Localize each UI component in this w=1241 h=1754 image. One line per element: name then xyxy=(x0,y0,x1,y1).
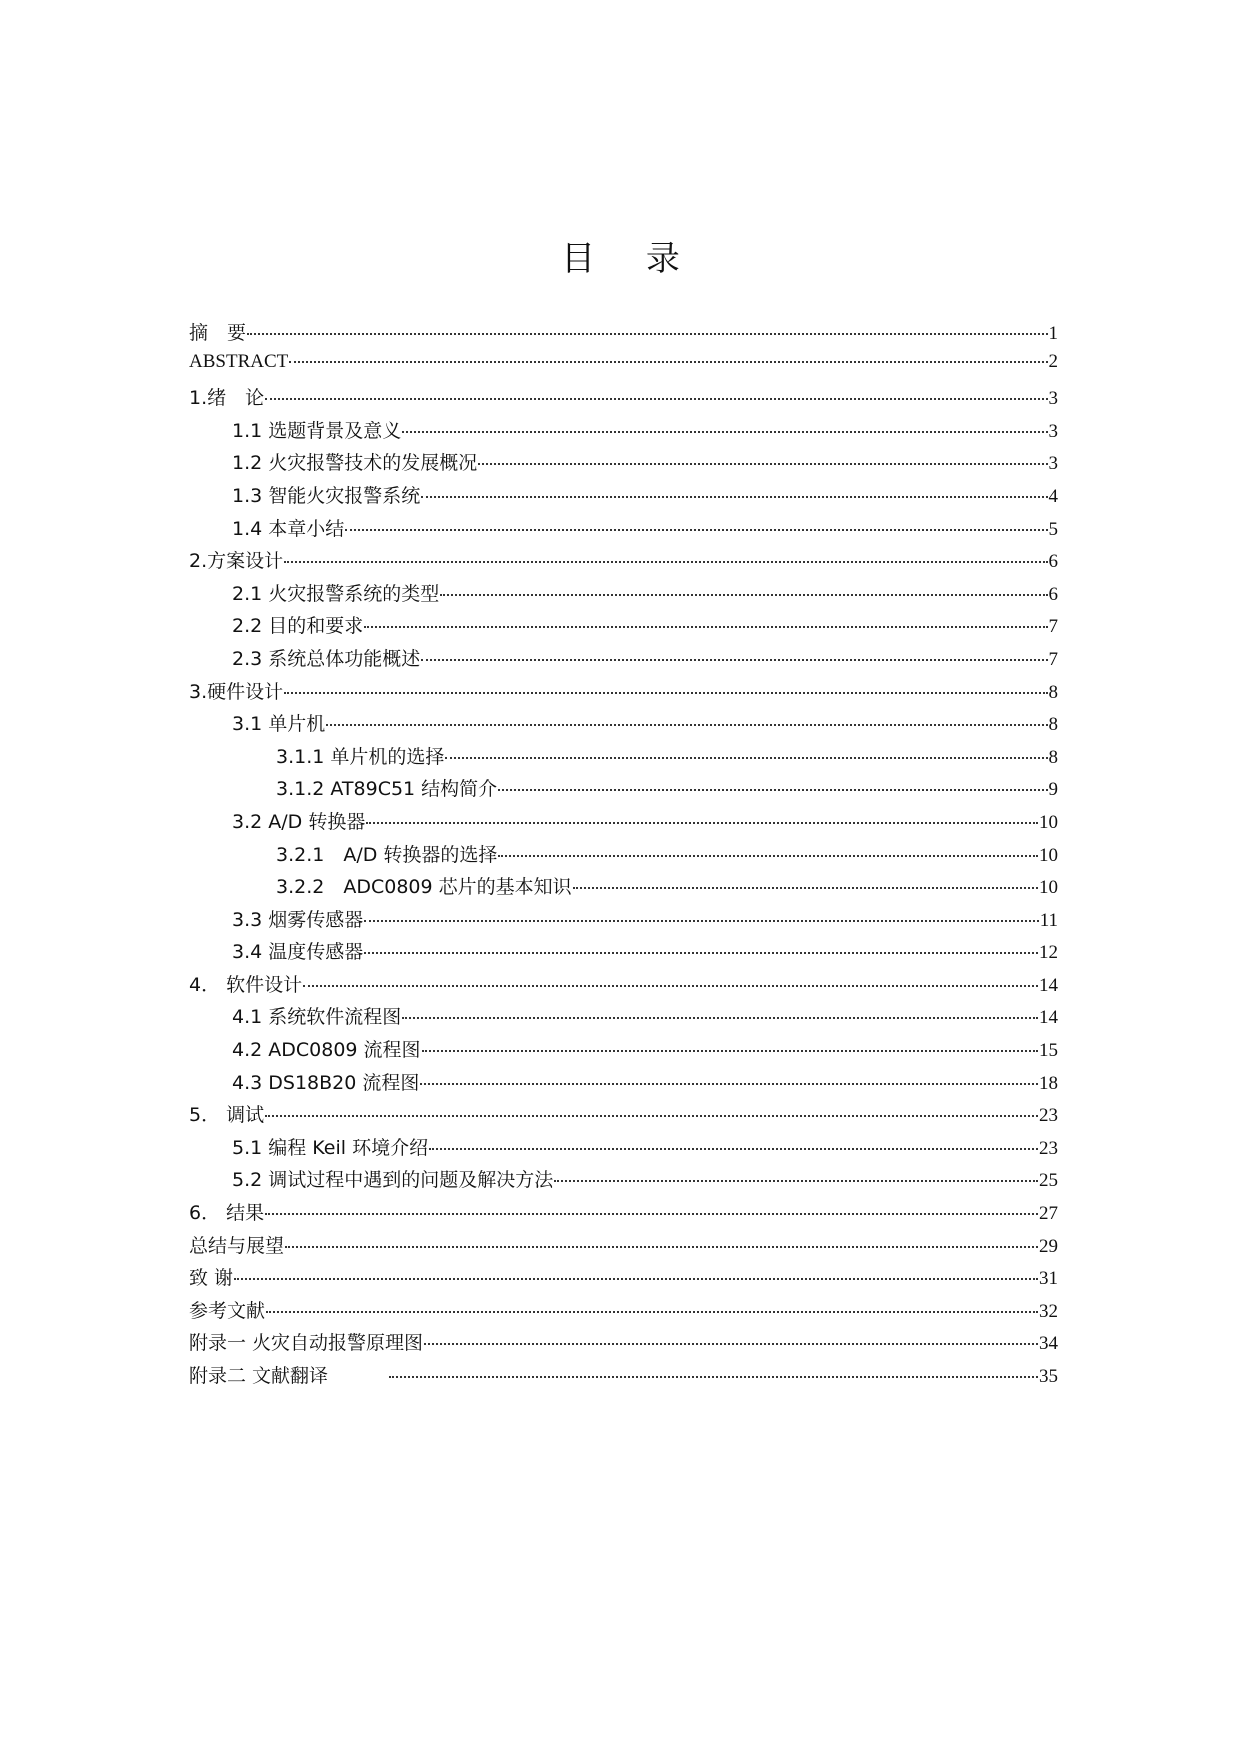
toc-entry-page: 32 xyxy=(1039,1300,1058,1322)
toc-entry-label: 4． 软件设计 xyxy=(189,973,303,996)
dot-leader xyxy=(424,1343,1038,1345)
dot-leader xyxy=(478,463,1047,465)
toc-entry-page: 10 xyxy=(1039,811,1058,833)
dot-leader xyxy=(234,1278,1038,1280)
toc-entry-page: 23 xyxy=(1039,1137,1058,1159)
toc-entry-page: 18 xyxy=(1039,1072,1058,1094)
toc-entry-page: 11 xyxy=(1039,909,1058,931)
toc-entry-page: 10 xyxy=(1039,844,1058,866)
dot-leader xyxy=(289,361,1047,363)
toc-entry-label: 5.1 编程 Keil 环境介绍 xyxy=(232,1136,429,1159)
toc-entry-label: 6． 结果 xyxy=(189,1202,265,1225)
toc-entry-page: 27 xyxy=(1039,1203,1058,1225)
toc-entry-label: 附录一 火灾自动报警原理图 xyxy=(189,1332,424,1355)
toc-entry-page: 25 xyxy=(1039,1170,1058,1192)
toc-entry-label: 3.1 单片机 xyxy=(232,713,326,736)
toc-entry-page: 5 xyxy=(1048,518,1058,540)
toc-entry-page: 29 xyxy=(1039,1235,1058,1257)
toc-entry-1-4[interactable] xyxy=(189,514,1058,547)
dot-leader xyxy=(326,724,1047,726)
toc-entry-2-3[interactable] xyxy=(189,644,1058,677)
toc-entry-page: 2 xyxy=(1048,350,1058,372)
toc-entry-abstract-cn[interactable] xyxy=(189,318,1058,351)
dot-leader xyxy=(247,333,1047,335)
toc-entry-label: 参考文献 xyxy=(189,1299,266,1322)
toc-entry-3-1[interactable] xyxy=(189,709,1058,742)
toc-entry-label: 3.2.2 ADC0809 芯片的基本知识 xyxy=(276,876,572,899)
toc-entry-3-3[interactable] xyxy=(189,905,1058,938)
toc-entry-label: 2.2 目的和要求 xyxy=(232,615,364,638)
toc-entry-label: 5． 调试 xyxy=(189,1104,265,1127)
toc-entry-page: 7 xyxy=(1048,616,1058,638)
toc-entry-label: 致 谢 xyxy=(189,1267,234,1290)
toc-entry-page: 9 xyxy=(1048,779,1058,801)
toc-entry-label: 3.硬件设计 xyxy=(189,680,284,703)
toc-entry-abstract-en[interactable] xyxy=(189,351,1058,384)
toc-entry-label: 3.2.1 A/D 转换器的选择 xyxy=(276,843,498,866)
toc-entry-1-1[interactable] xyxy=(189,416,1058,449)
toc-entry-page: 8 xyxy=(1048,714,1058,736)
dot-leader xyxy=(284,561,1047,563)
toc-entry-3-1-1[interactable] xyxy=(189,742,1058,775)
dot-leader xyxy=(364,920,1038,922)
toc-entry-page: 8 xyxy=(1048,746,1058,768)
dot-leader xyxy=(284,692,1047,694)
toc-entry-page: 6 xyxy=(1048,583,1058,605)
toc-entry-3-2-1[interactable] xyxy=(189,840,1058,873)
table-of-contents xyxy=(189,318,1058,1394)
dot-leader xyxy=(420,1083,1038,1085)
toc-entry-label: 5.2 调试过程中遇到的问题及解决方法 xyxy=(232,1169,554,1192)
toc-entry-page: 10 xyxy=(1039,877,1058,899)
toc-entry-page: 23 xyxy=(1039,1105,1058,1127)
toc-entry-page: 12 xyxy=(1039,942,1058,964)
dot-leader xyxy=(389,1376,1038,1378)
toc-entry-chapter-6[interactable] xyxy=(189,1198,1058,1231)
toc-entry-label: 3.1.1 单片机的选择 xyxy=(276,745,445,768)
toc-entry-page: 8 xyxy=(1048,681,1058,703)
toc-entry-page: 31 xyxy=(1039,1268,1058,1290)
toc-entry-page: 3 xyxy=(1048,388,1058,410)
dot-leader xyxy=(573,887,1038,889)
dot-leader xyxy=(498,789,1047,791)
toc-entry-page: 4 xyxy=(1048,485,1058,507)
toc-entry-appendix-1[interactable] xyxy=(189,1328,1058,1361)
toc-entry-chapter-3[interactable] xyxy=(189,677,1058,710)
dot-leader xyxy=(402,431,1047,433)
toc-entry-chapter-5[interactable] xyxy=(189,1100,1058,1133)
toc-entry-label: 1.4 本章小结 xyxy=(232,517,345,540)
page-title: 目 录 xyxy=(561,238,700,279)
toc-entry-page: 35 xyxy=(1039,1366,1058,1387)
toc-entry-page: 14 xyxy=(1039,1007,1058,1029)
toc-entry-acknowledgements[interactable] xyxy=(189,1263,1058,1296)
toc-entry-5-1[interactable] xyxy=(189,1133,1058,1166)
dot-leader xyxy=(422,1050,1038,1052)
toc-entry-label: 摘 要 xyxy=(189,322,247,344)
toc-entry-page: 15 xyxy=(1039,1040,1058,1062)
toc-entry-label: 3.1.2 AT89C51 结构简介 xyxy=(276,778,498,801)
toc-entry-page: 3 xyxy=(1048,420,1058,442)
toc-entry-1-2[interactable] xyxy=(189,448,1058,481)
toc-entry-2-1[interactable] xyxy=(189,579,1058,612)
toc-entry-label: 4.2 ADC0809 流程图 xyxy=(232,1039,421,1062)
toc-entry-3-1-2[interactable] xyxy=(189,774,1058,807)
dot-leader xyxy=(421,496,1047,498)
toc-entry-3-2[interactable] xyxy=(189,807,1058,840)
toc-entry-label: 附录二 文献翻译 xyxy=(189,1365,329,1387)
dot-leader xyxy=(445,757,1047,759)
toc-entry-label: 2.1 火灾报警系统的类型 xyxy=(232,582,440,605)
dot-leader xyxy=(402,1017,1038,1019)
toc-entry-label: 1.3 智能火灾报警系统 xyxy=(232,484,421,507)
dot-leader xyxy=(554,1180,1038,1182)
dot-leader xyxy=(440,594,1047,596)
dot-leader xyxy=(265,1115,1038,1117)
toc-entry-chapter-4[interactable] xyxy=(189,970,1058,1003)
dot-leader xyxy=(364,626,1047,628)
dot-leader xyxy=(303,985,1038,987)
dot-leader xyxy=(429,1148,1038,1150)
toc-entry-label: 2.3 系统总体功能概述 xyxy=(232,647,421,670)
toc-entry-label: 1.1 选题背景及意义 xyxy=(232,419,402,442)
dot-leader xyxy=(266,1311,1038,1313)
dot-leader xyxy=(285,1246,1038,1248)
toc-entry-references[interactable] xyxy=(189,1296,1058,1329)
dot-leader xyxy=(498,855,1038,857)
toc-entry-1-3[interactable] xyxy=(189,481,1058,514)
toc-entry-label: 2.方案设计 xyxy=(189,550,284,573)
toc-entry-page: 7 xyxy=(1048,648,1058,670)
toc-entry-page: 6 xyxy=(1048,551,1058,573)
toc-entry-label: 1.绪 论 xyxy=(189,387,265,410)
toc-entry-3-4[interactable] xyxy=(189,937,1058,970)
toc-entry-4-3[interactable] xyxy=(189,1068,1058,1101)
toc-entry-2-2[interactable] xyxy=(189,611,1058,644)
toc-entry-4-2[interactable] xyxy=(189,1035,1058,1068)
dot-leader xyxy=(265,1213,1038,1215)
toc-entry-3-2-2[interactable] xyxy=(189,872,1058,905)
toc-entry-summary[interactable] xyxy=(189,1231,1058,1264)
toc-entry-label: 4.1 系统软件流程图 xyxy=(232,1006,402,1029)
dot-leader xyxy=(364,952,1038,954)
toc-entry-label: ABSTRACT xyxy=(189,350,289,372)
toc-entry-label: 1.2 火灾报警技术的发展概况 xyxy=(232,452,478,475)
toc-entry-label: 3.4 温度传感器 xyxy=(232,941,364,964)
toc-entry-label: 总结与展望 xyxy=(189,1234,285,1257)
toc-entry-page: 34 xyxy=(1039,1333,1058,1355)
dot-leader xyxy=(265,398,1047,400)
dot-leader xyxy=(421,659,1047,661)
toc-entry-label: 4.3 DS18B20 流程图 xyxy=(232,1071,420,1094)
toc-entry-appendix-2[interactable] xyxy=(189,1361,1058,1394)
toc-entry-page: 14 xyxy=(1039,974,1058,996)
dot-leader xyxy=(366,822,1038,824)
toc-entry-chapter-1[interactable] xyxy=(189,383,1058,416)
toc-entry-label: 3.3 烟雾传感器 xyxy=(232,908,364,931)
toc-entry-4-1[interactable] xyxy=(189,1002,1058,1035)
toc-entry-label: 3.2 A/D 转换器 xyxy=(232,810,366,833)
toc-entry-chapter-2[interactable] xyxy=(189,546,1058,579)
toc-entry-5-2[interactable] xyxy=(189,1165,1058,1198)
toc-entry-page: 3 xyxy=(1048,453,1058,475)
dot-leader xyxy=(345,529,1047,531)
toc-entry-page: 1 xyxy=(1048,323,1058,344)
